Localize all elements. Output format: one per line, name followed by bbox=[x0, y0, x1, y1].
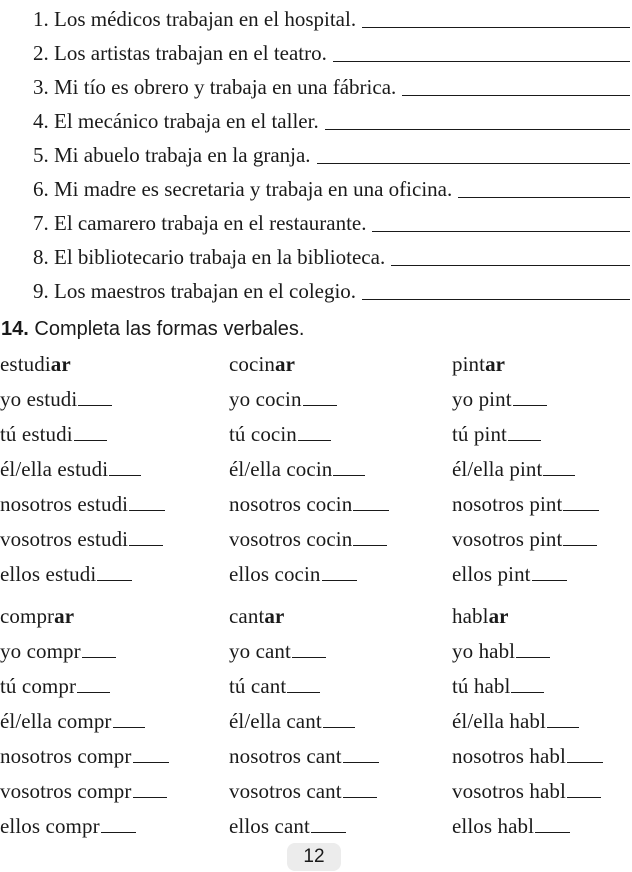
ending-blank[interactable] bbox=[113, 726, 145, 728]
answer-line[interactable] bbox=[333, 61, 630, 62]
conjugation-cell bbox=[229, 452, 452, 487]
pronoun: yo bbox=[0, 639, 22, 663]
verb-stem: compr bbox=[26, 639, 81, 663]
pronoun: vosotros bbox=[452, 779, 524, 803]
pronoun: yo bbox=[0, 387, 22, 411]
pronoun: tú bbox=[0, 674, 17, 698]
pronoun: tú bbox=[229, 422, 246, 446]
ending-blank[interactable] bbox=[133, 761, 169, 763]
verb-stem: pint bbox=[529, 527, 563, 551]
sentence-item bbox=[33, 206, 630, 240]
verb-stem: habl bbox=[529, 779, 566, 803]
pronoun: nosotros bbox=[0, 744, 72, 768]
conjugation-cell bbox=[0, 382, 229, 417]
ending-blank[interactable] bbox=[563, 544, 597, 546]
pronoun: yo bbox=[452, 387, 474, 411]
pronoun: nosotros bbox=[229, 744, 301, 768]
ending-blank[interactable] bbox=[101, 831, 136, 833]
pronoun: vosotros bbox=[229, 779, 301, 803]
verb-stem: estudi bbox=[57, 457, 109, 481]
sentence-item bbox=[33, 138, 630, 172]
conjugation-cell bbox=[0, 704, 229, 739]
pronoun: él/ella bbox=[452, 457, 505, 481]
verb-stem: estudi bbox=[0, 352, 51, 376]
pronoun: él/ella bbox=[452, 709, 505, 733]
ending-blank[interactable] bbox=[567, 796, 601, 798]
verb-infinitive bbox=[0, 599, 229, 634]
ending-blank[interactable] bbox=[508, 439, 541, 441]
verb-stem: pint bbox=[497, 562, 531, 586]
verb-stem: pint bbox=[473, 422, 507, 446]
ending-blank[interactable] bbox=[353, 509, 389, 511]
verb-ending: ar bbox=[50, 352, 71, 376]
conjugation-cell bbox=[452, 487, 632, 522]
conjugation-cell bbox=[0, 452, 229, 487]
conjugation-cell bbox=[0, 809, 229, 844]
verb-stem: compr bbox=[45, 814, 100, 838]
ending-blank[interactable] bbox=[322, 579, 357, 581]
conjugation-cell bbox=[0, 774, 229, 809]
ending-blank[interactable] bbox=[129, 509, 165, 511]
verb-stem: cant bbox=[286, 709, 322, 733]
ending-blank[interactable] bbox=[343, 796, 377, 798]
conjugation-cell bbox=[452, 557, 632, 592]
answer-line[interactable] bbox=[362, 27, 630, 28]
pronoun: él/ella bbox=[0, 709, 53, 733]
sentence-text: 5. Mi abuelo trabaja en la granja. bbox=[33, 143, 311, 167]
pronoun: yo bbox=[452, 639, 474, 663]
verb-stem: cocin bbox=[255, 387, 302, 411]
pronoun: vosotros bbox=[0, 527, 72, 551]
ending-blank[interactable] bbox=[563, 509, 599, 511]
conjugation-cell bbox=[229, 382, 452, 417]
sentence-text: 1. Los médicos trabajan en el hospital. bbox=[33, 7, 357, 31]
verb-infinitive bbox=[229, 599, 452, 634]
pronoun: tú bbox=[452, 422, 469, 446]
conjugation-cell bbox=[0, 634, 229, 669]
verb-ending: ar bbox=[54, 604, 75, 628]
verb-stem: cocin bbox=[306, 527, 353, 551]
sentence-item bbox=[33, 240, 630, 274]
ending-blank[interactable] bbox=[97, 579, 132, 581]
sentence-text: 4. El mecánico trabaja en el taller. bbox=[33, 109, 319, 133]
pronoun: nosotros bbox=[0, 492, 72, 516]
answer-line[interactable] bbox=[402, 95, 630, 96]
conjugation-grid bbox=[0, 347, 632, 844]
verb-stem: pint bbox=[529, 492, 563, 516]
conjugation-cell bbox=[452, 634, 632, 669]
conjugation-cell bbox=[229, 809, 452, 844]
conjugation-cell bbox=[452, 774, 632, 809]
conjugation-cell bbox=[452, 522, 632, 557]
conjugation-cell bbox=[452, 669, 632, 704]
verb-stem: habl bbox=[509, 709, 546, 733]
verb-stem: pint bbox=[452, 352, 486, 376]
pronoun: vosotros bbox=[229, 527, 301, 551]
pronoun: vosotros bbox=[0, 779, 72, 803]
conjugation-cell bbox=[0, 669, 229, 704]
ending-blank[interactable] bbox=[78, 404, 112, 406]
ending-blank[interactable] bbox=[109, 474, 141, 476]
ending-blank[interactable] bbox=[513, 404, 547, 406]
ending-blank[interactable] bbox=[77, 691, 110, 693]
pronoun: nosotros bbox=[452, 492, 524, 516]
verb-stem: cocin bbox=[250, 422, 297, 446]
verb-stem: estudi bbox=[26, 387, 78, 411]
verb-stem: habl bbox=[529, 744, 566, 768]
verb-infinitive bbox=[0, 347, 229, 382]
conjugation-cell bbox=[452, 704, 632, 739]
verb-ending: ar bbox=[488, 604, 509, 628]
verb-stem: compr bbox=[21, 674, 77, 698]
ending-blank[interactable] bbox=[133, 796, 167, 798]
exercise-instruction: Completa las formas verbales. bbox=[34, 318, 305, 340]
conjugation-cell bbox=[229, 774, 452, 809]
pronoun: él/ella bbox=[229, 709, 282, 733]
verb-stem: cocin bbox=[274, 562, 321, 586]
conjugation-cell bbox=[0, 522, 229, 557]
conjugation-cell bbox=[229, 704, 452, 739]
answer-line[interactable] bbox=[372, 231, 630, 232]
ending-blank[interactable] bbox=[311, 831, 346, 833]
verb-stem: cant bbox=[229, 604, 265, 628]
ending-blank[interactable] bbox=[333, 474, 365, 476]
ending-blank[interactable] bbox=[353, 544, 387, 546]
conjugation-cell bbox=[0, 557, 229, 592]
verb-stem: habl bbox=[497, 814, 535, 838]
pronoun: ellos bbox=[452, 814, 493, 838]
ending-blank[interactable] bbox=[535, 831, 570, 833]
pronoun: vosotros bbox=[452, 527, 524, 551]
verb-stem: compr bbox=[57, 709, 112, 733]
ending-blank[interactable] bbox=[292, 656, 326, 658]
ending-blank[interactable] bbox=[567, 761, 603, 763]
exercise-heading bbox=[1, 314, 304, 344]
sentence-item bbox=[33, 274, 630, 308]
conjugation-cell bbox=[229, 669, 452, 704]
pronoun: tú bbox=[0, 422, 17, 446]
conjugation-cell bbox=[229, 487, 452, 522]
ending-blank[interactable] bbox=[516, 656, 550, 658]
verb-stem: cocin bbox=[306, 492, 353, 516]
verb-stem: habl bbox=[478, 639, 516, 663]
ending-blank[interactable] bbox=[74, 439, 107, 441]
pronoun: yo bbox=[229, 639, 251, 663]
conjugation-cell bbox=[229, 739, 452, 774]
verb-stem: habl bbox=[473, 674, 511, 698]
sentence-text: 9. Los maestros trabajan en el colegio. bbox=[33, 279, 357, 303]
verb-stem: cant bbox=[255, 639, 291, 663]
sentence-list bbox=[33, 2, 630, 308]
ending-blank[interactable] bbox=[287, 691, 320, 693]
sentence-item bbox=[33, 70, 630, 104]
verb-stem: pint bbox=[509, 457, 543, 481]
conjugation-cell bbox=[229, 557, 452, 592]
pronoun: ellos bbox=[0, 814, 41, 838]
verb-ending: ar bbox=[485, 352, 506, 376]
sentence-item bbox=[33, 104, 630, 138]
pronoun: nosotros bbox=[452, 744, 524, 768]
exercise-number: 14. bbox=[1, 318, 29, 340]
ending-blank[interactable] bbox=[511, 691, 544, 693]
pronoun: él/ella bbox=[229, 457, 282, 481]
ending-blank[interactable] bbox=[343, 761, 379, 763]
sentence-text: 7. El camarero trabaja en el restaurante. bbox=[33, 211, 367, 235]
verb-stem: cocin bbox=[229, 352, 275, 376]
ending-blank[interactable] bbox=[298, 439, 331, 441]
pronoun: él/ella bbox=[0, 457, 53, 481]
verb-stem: cant bbox=[306, 779, 342, 803]
verb-group bbox=[0, 599, 632, 844]
pronoun: ellos bbox=[229, 562, 270, 586]
verb-infinitive bbox=[452, 599, 632, 634]
pronoun: tú bbox=[229, 674, 246, 698]
pronoun: yo bbox=[229, 387, 251, 411]
verb-stem: cant bbox=[250, 674, 287, 698]
ending-blank[interactable] bbox=[532, 579, 567, 581]
verb-ending: ar bbox=[264, 604, 285, 628]
verb-infinitive bbox=[229, 347, 452, 382]
verb-ending: ar bbox=[274, 352, 296, 376]
pronoun: ellos bbox=[452, 562, 493, 586]
sentence-item bbox=[33, 36, 630, 70]
verb-stem: compr bbox=[0, 604, 55, 628]
answer-line[interactable] bbox=[317, 163, 630, 164]
pronoun: nosotros bbox=[229, 492, 301, 516]
conjugation-cell bbox=[452, 452, 632, 487]
ending-blank[interactable] bbox=[547, 726, 579, 728]
conjugation-cell bbox=[0, 739, 229, 774]
conjugation-cell bbox=[452, 417, 632, 452]
sentence-text: 3. Mi tío es obrero y trabaja en una fábrica. bbox=[33, 75, 397, 99]
verb-stem: compr bbox=[77, 744, 132, 768]
verb-stem: estudi bbox=[77, 527, 129, 551]
ending-blank[interactable] bbox=[303, 404, 337, 406]
verb-stem: estudi bbox=[45, 562, 97, 586]
sentence-text: 8. El bibliotecario trabaja en la biblioteca. bbox=[33, 245, 386, 269]
pronoun: ellos bbox=[229, 814, 270, 838]
conjugation-cell bbox=[452, 809, 632, 844]
verb-infinitive bbox=[452, 347, 632, 382]
ending-blank[interactable] bbox=[129, 544, 163, 546]
answer-line[interactable] bbox=[325, 129, 630, 130]
conjugation-cell bbox=[229, 634, 452, 669]
verb-stem: estudi bbox=[21, 422, 73, 446]
page-number: 12 bbox=[287, 843, 341, 871]
verb-stem: cant bbox=[274, 814, 310, 838]
answer-line[interactable] bbox=[391, 265, 630, 266]
ending-blank[interactable] bbox=[543, 474, 575, 476]
conjugation-cell bbox=[0, 417, 229, 452]
verb-stem: estudi bbox=[77, 492, 129, 516]
answer-line[interactable] bbox=[458, 197, 630, 198]
sentence-text: 2. Los artistas trabajan en el teatro. bbox=[33, 41, 327, 65]
sentence-item bbox=[33, 172, 630, 206]
verb-stem: habl bbox=[452, 604, 489, 628]
conjugation-cell bbox=[229, 417, 452, 452]
conjugation-cell bbox=[452, 382, 632, 417]
sentence-text: 6. Mi madre es secretaria y trabaja en una oficina. bbox=[33, 177, 453, 201]
verb-stem: cant bbox=[306, 744, 342, 768]
conjugation-cell bbox=[0, 487, 229, 522]
verb-group bbox=[0, 347, 632, 592]
conjugation-cell bbox=[229, 522, 452, 557]
sentence-item bbox=[33, 2, 630, 36]
verb-stem: compr bbox=[77, 779, 132, 803]
conjugation-cell bbox=[452, 739, 632, 774]
ending-blank[interactable] bbox=[82, 656, 116, 658]
ending-blank[interactable] bbox=[323, 726, 355, 728]
answer-line[interactable] bbox=[362, 299, 630, 300]
verb-stem: pint bbox=[478, 387, 512, 411]
pronoun: ellos bbox=[0, 562, 41, 586]
verb-stem: cocin bbox=[286, 457, 333, 481]
pronoun: tú bbox=[452, 674, 469, 698]
